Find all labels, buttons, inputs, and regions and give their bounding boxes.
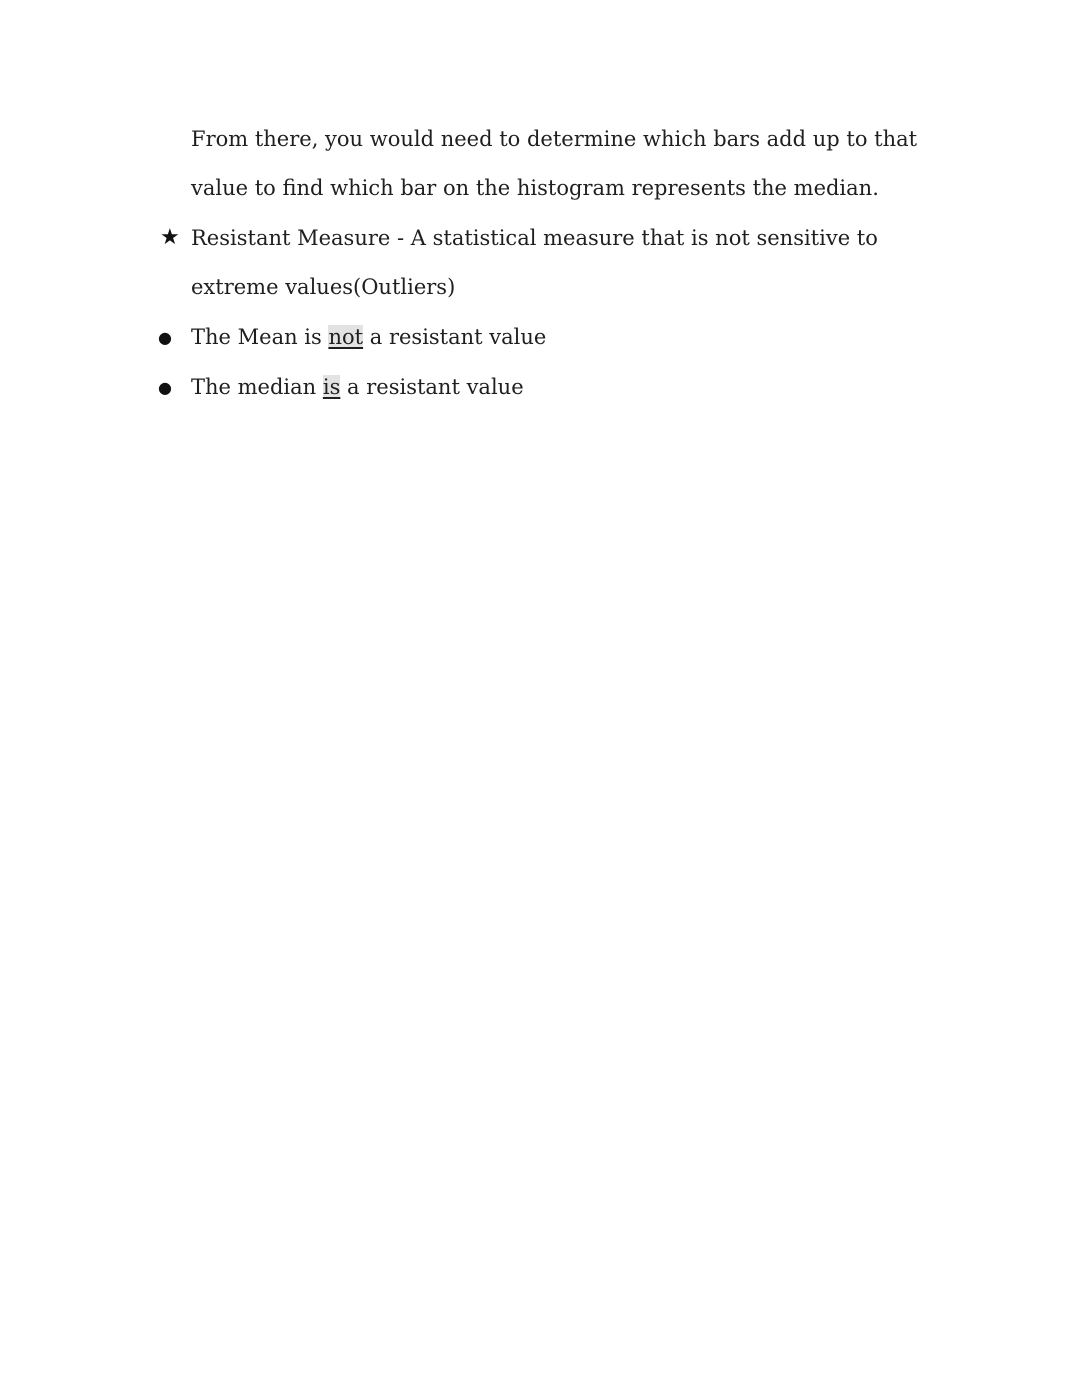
highlighted-word: is (322, 375, 341, 399)
resistant-measure-line: Resistant Measure - A statistical measure that is not sensitive to (191, 226, 878, 250)
paragraph-line: value to find which bar on the histogram represents the median. (191, 176, 879, 200)
list-item-text: a resistant value (363, 325, 547, 349)
highlighted-word: not (328, 325, 364, 349)
bullet-icon: ● (158, 328, 172, 347)
list-item (191, 372, 524, 402)
list-item (191, 322, 546, 352)
paragraph-line: From there, you would need to determine which bars add up to that (191, 127, 918, 151)
star-bullet-icon: ★ (160, 225, 180, 250)
list-item-text: a resistant value (340, 375, 524, 399)
list-item-text: The median (191, 375, 323, 399)
list-item-text: The Mean is (191, 325, 329, 349)
resistant-measure-line: extreme values(Outliers) (191, 275, 456, 299)
bullet-icon: ● (158, 378, 172, 397)
